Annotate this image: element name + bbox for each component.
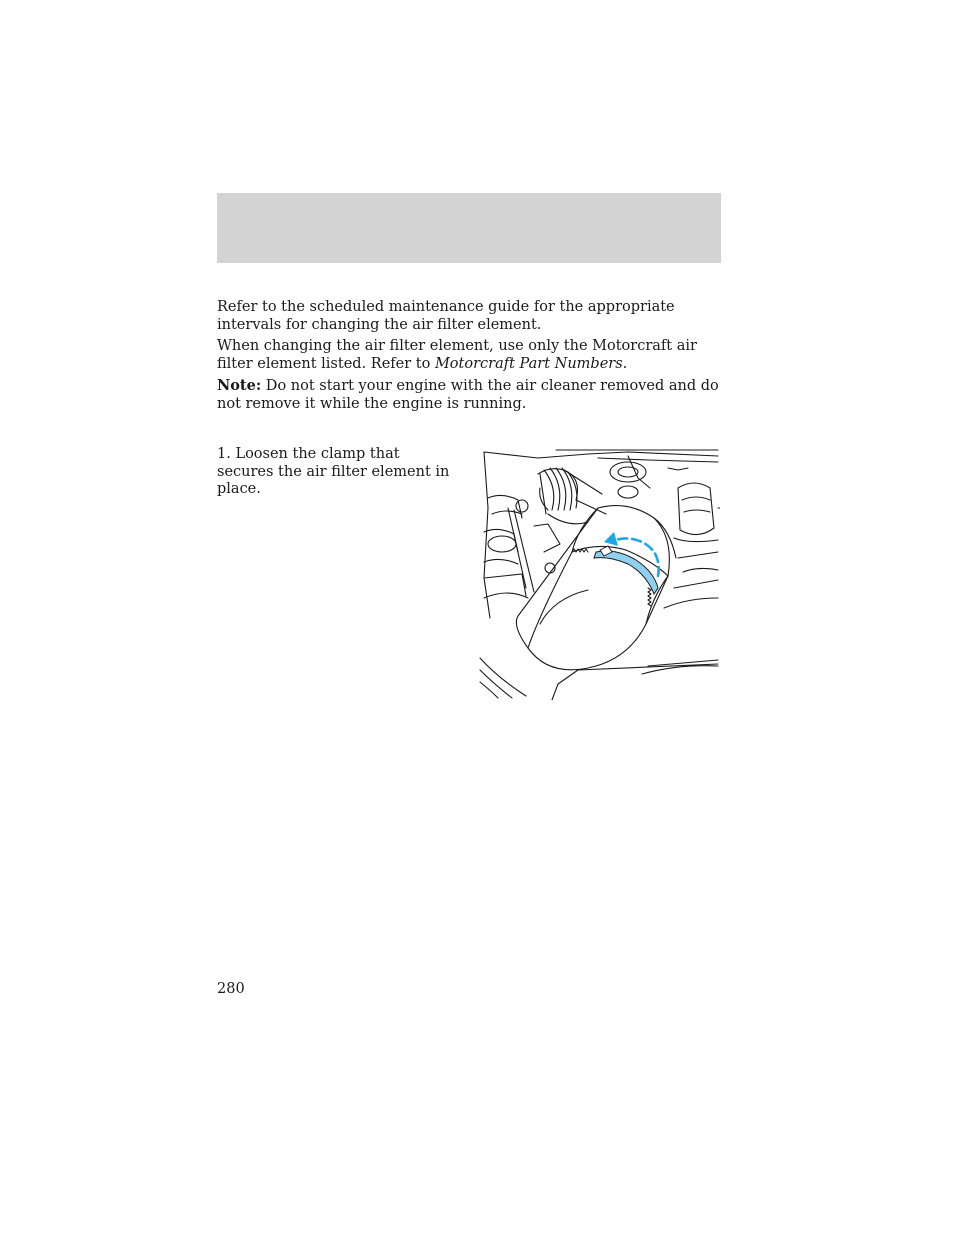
motorcraft-filter-text: When changing the air filter element, use only the Motorcraft air filter element listed. Refer to	[217, 338, 697, 372]
clamp-highlight	[594, 551, 658, 594]
motorcraft-filter-paragraph	[217, 338, 727, 373]
step-1-text: 1. Loosen the clamp that secures the air filter element in place.	[217, 446, 450, 497]
note-paragraph	[217, 377, 727, 413]
air-filter-clamp-illustration	[478, 448, 720, 700]
page-number: 280	[217, 981, 245, 997]
section-header-band	[217, 193, 721, 263]
maintenance-interval-paragraph: Refer to the scheduled maintenance guide for the appropriate intervals for changing the air filter element.	[217, 299, 675, 333]
motorcraft-part-numbers-reference: Motorcraft Part Numbers	[434, 355, 623, 372]
note-label: Note:	[217, 377, 262, 394]
motorcraft-filter-period: .	[622, 355, 628, 372]
note-text: Do not start your engine with the air cleaner removed and do not remove it while the engine is running.	[217, 378, 719, 412]
